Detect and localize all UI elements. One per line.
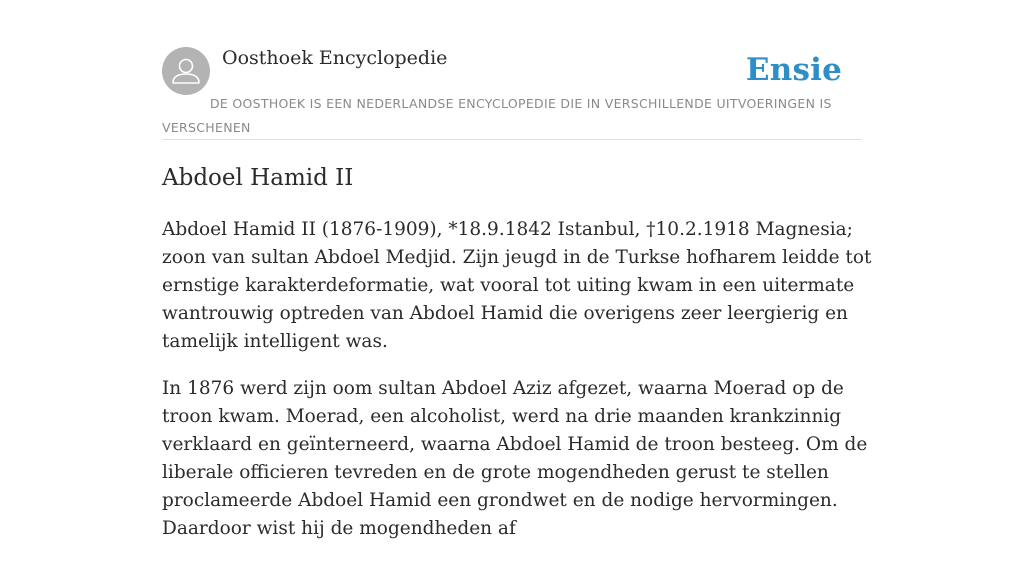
article-paragraph: Abdoel Hamid II (1876-1909), *18.9.1842 Istanbul, †10.2.1918 Magnesia; zoon van sultan Abdoel Medjid. Zijn jeugd in de Turkse hofharem leidde tot ernstige karakterdeformatie, wat vooral tot uiting kwam in een uitermate wantrouwig optreden van Abdoel Hamid die overigens zeer leergierig en tamelijk intelligent was. <box>162 219 872 352</box>
article-paragraph: In 1876 werd zijn oom sultan Abdoel Aziz afgezet, waarna Moerad op de troon kwam. Moerad, een alcoholist, werd na drie maanden krankzinnig verklaard en geïnterneerd, waarna Abdoel Hamid de troon besteeg. Om de liberale officieren tevreden en de grote mogendheden gerust te stellen proclameerde Abdoel Hamid een grondwet en de nodige hervormingen. Daardoor wist hij de mogendheden af <box>162 378 868 539</box>
user-silhouette-svg <box>162 47 210 95</box>
user-silhouette-icon[interactable] <box>162 47 210 95</box>
site-name[interactable]: Oosthoek Encyclopedie <box>222 47 448 69</box>
article-body <box>162 216 872 562</box>
site-header <box>162 46 862 140</box>
brand-logo[interactable]: Ensie <box>745 52 842 88</box>
site-tagline: DE OOSTHOEK IS EEN NEDERLANDSE ENCYCLOPEDIE DIE IN VERSCHILLENDE UITVOERINGEN IS VERSCHENEN <box>162 96 832 135</box>
article-title: Abdoel Hamid II <box>162 165 354 191</box>
